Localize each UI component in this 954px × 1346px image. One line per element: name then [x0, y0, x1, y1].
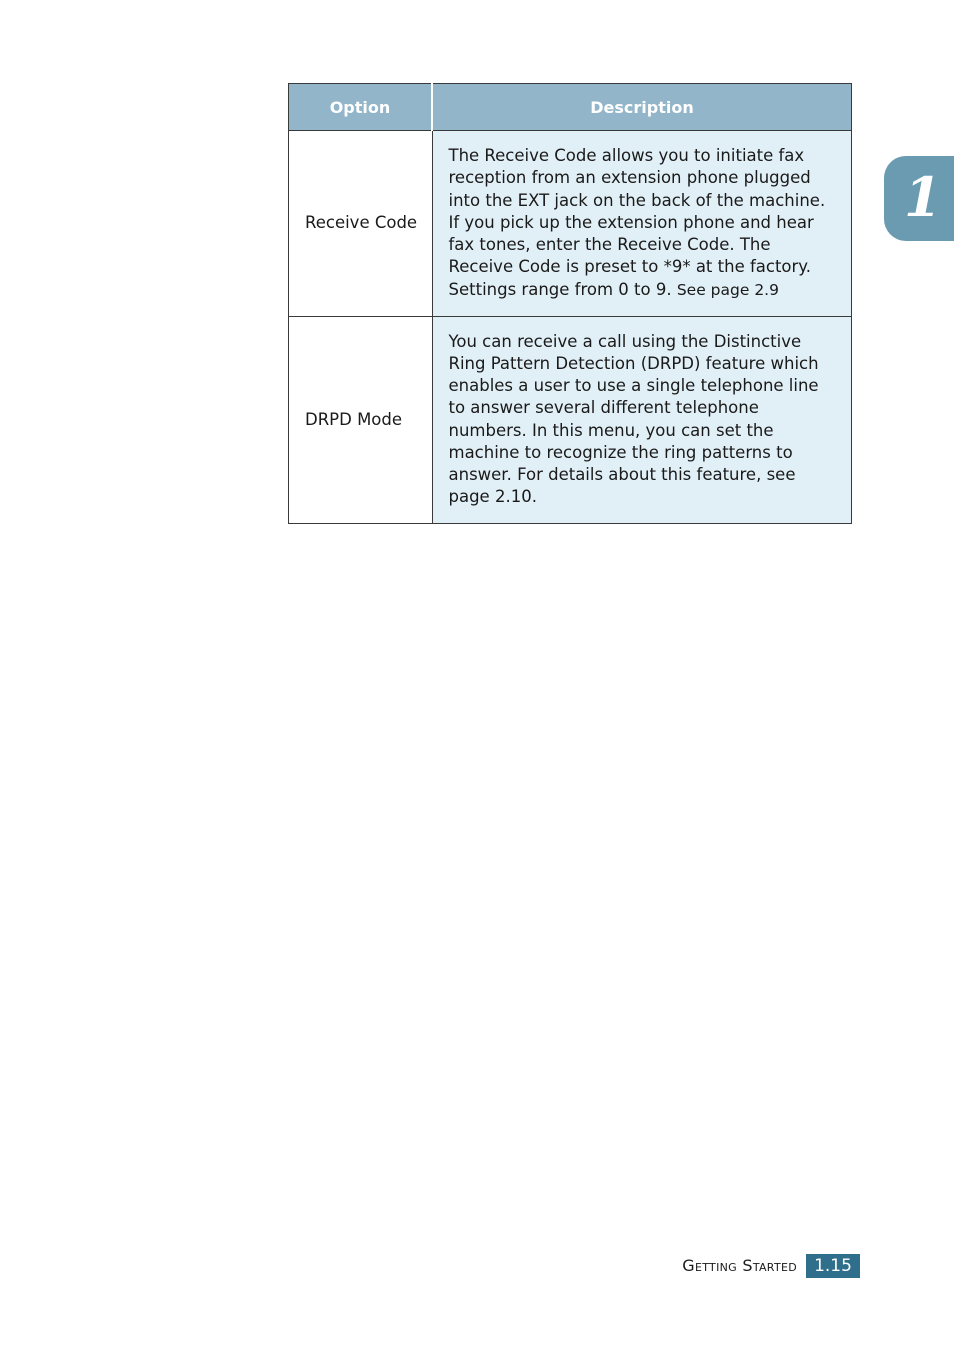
page-footer	[0, 1254, 954, 1278]
description-line: reception from an extension phone plugged	[448, 168, 811, 188]
footer-section-title: Getting Started	[682, 1256, 797, 1275]
description-line: to answer several different telephone	[448, 398, 759, 418]
see-also-reference: See page 2.9	[676, 280, 779, 299]
description-line: answer. For details about this feature, see	[448, 464, 796, 484]
description-line: into the EXT jack on the back of the machine.	[448, 190, 826, 210]
options-table	[288, 83, 852, 524]
description-line: The Receive Code allows you to initiate fax	[448, 146, 805, 166]
header-option: Option	[289, 84, 433, 131]
description-drpd-mode	[432, 317, 852, 524]
description-receive-code	[432, 131, 852, 317]
description-line: numbers. In this menu, you can set the	[448, 420, 774, 440]
description-line: Settings range from 0 to 9.	[448, 279, 672, 299]
option-drpd-mode: DRPD Mode	[289, 317, 433, 524]
option-receive-code: Receive Code	[289, 131, 433, 317]
description-line: page 2.10.	[448, 487, 537, 507]
description-line: Ring Pattern Detection (DRPD) feature which	[448, 353, 819, 373]
description-line: machine to recognize the ring patterns to	[448, 442, 793, 462]
table-row	[289, 317, 852, 524]
table-row	[289, 131, 852, 317]
table-header-row	[289, 84, 852, 131]
description-line: fax tones, enter the Receive Code. The	[448, 235, 771, 255]
description-line: If you pick up the extension phone and hear	[448, 212, 814, 232]
description-line: Receive Code is preset to *9* at the factory.	[448, 257, 811, 277]
description-line: enables a user to use a single telephone line	[448, 376, 819, 396]
description-line: You can receive a call using the Distinctive	[448, 331, 802, 351]
header-description: Description	[432, 84, 852, 131]
chapter-number: 1	[904, 165, 942, 229]
footer-page-number: 1.15	[806, 1254, 860, 1278]
chapter-tab	[884, 156, 954, 241]
